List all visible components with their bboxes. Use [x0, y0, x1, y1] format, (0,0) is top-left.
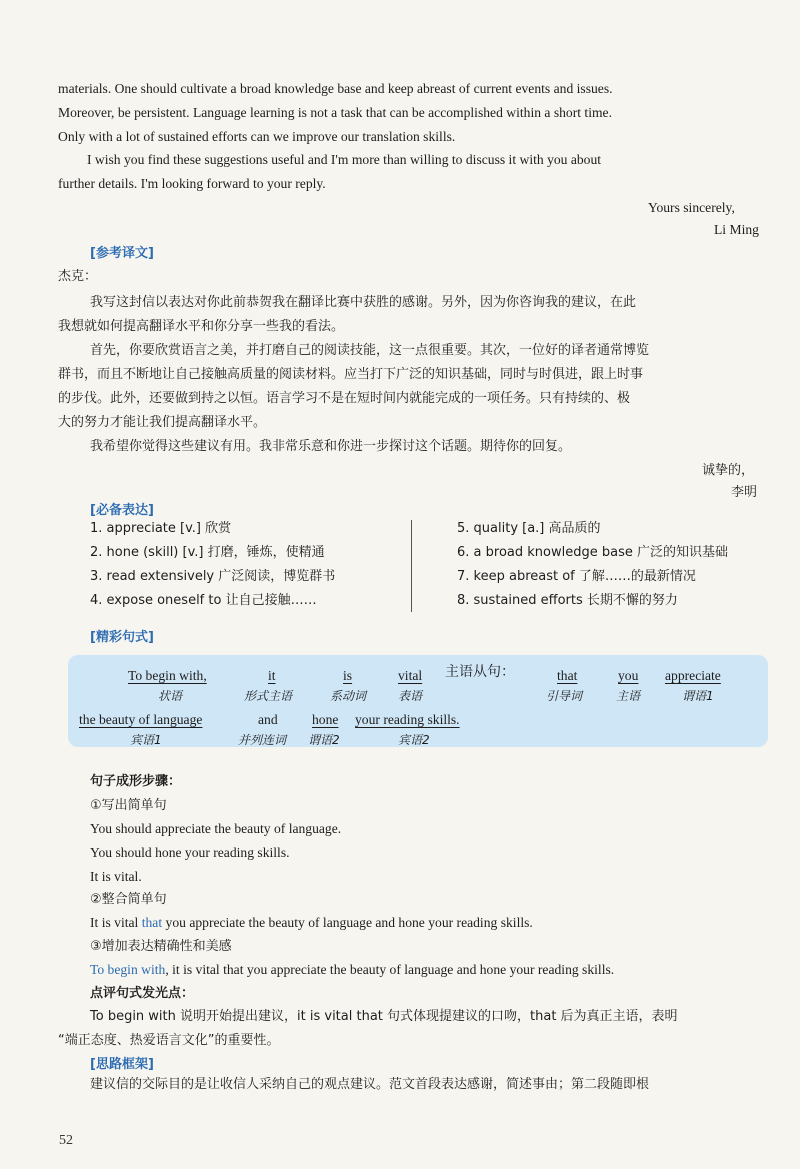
comment-line: To begin with 说明开始提出建议，it is vital that 句式体现提建议的口吻，that 后为真正主语，表明 [90, 1009, 678, 1024]
step-sentence: You should appreciate the beauty of language. [90, 821, 342, 836]
clause-label: 主语从句： [445, 664, 515, 680]
sentence-word: To begin with, [128, 668, 207, 683]
expression-item: 8. sustained efforts 长期不懈的努力 [457, 593, 678, 608]
grammar-label: 表语 [398, 689, 423, 703]
grammar-label: 状语 [158, 689, 183, 703]
step-sentence: You should hone your reading skills. [90, 845, 290, 860]
letter-line: further details. I'm looking forward to your reply. [58, 176, 326, 191]
sentence-word: and [258, 712, 278, 727]
grammar-label: 引导词 [546, 689, 583, 703]
translation-line: 我希望你觉得这些建议有用。我非常乐意和你进一步探讨这个话题。期待你的回复。 [90, 439, 572, 454]
sentence-word: vital [398, 668, 423, 683]
grammar-label: 系动词 [330, 689, 367, 703]
grammar-label: 形式主语 [244, 689, 293, 703]
section-heading-expressions: [必备表达] [90, 503, 154, 518]
step-sentence [90, 958, 614, 981]
sentence-word: hone [312, 712, 339, 727]
step-title: ②整合简单句 [90, 892, 167, 907]
expression-item: 7. keep abreast of 了解……的最新情况 [457, 569, 696, 584]
translation-closing: 诚挚的， [702, 463, 755, 478]
highlight-text: that [141, 915, 163, 930]
step-title: ①写出简单句 [90, 798, 167, 813]
translation-line: 大的努力才能让我们提高翻译水平。 [58, 415, 267, 430]
comment-line: “端正态度、热爱语言文化”的重要性。 [58, 1033, 280, 1048]
translation-line: 我写这封信以表达对你此前恭贺我在翻译比赛中获胜的感谢。另外，因为你咨询我的建议，在此 [90, 295, 637, 310]
sentence-word: it [268, 668, 276, 683]
step-text: It is vital [90, 915, 142, 930]
section-heading-translation: [参考译文] [90, 246, 154, 261]
translation-line: 群书，而且不断地让自己接触高质量的阅读材料。应当打下广泛的知识基础，同时与时俱进，跟上时事 [58, 367, 644, 382]
grammar-label: 主语 [616, 689, 641, 703]
letter-signature: Li Ming [714, 222, 759, 237]
page-number: 52 [59, 1133, 73, 1148]
expression-item: 6. a broad knowledge base 广泛的知识基础 [457, 545, 728, 560]
grammar-label: 宾语2 [398, 733, 430, 747]
sentence-word: appreciate [665, 668, 721, 683]
grammar-label: 并列连词 [238, 733, 287, 747]
grammar-label: 谓语1 [682, 689, 714, 703]
translation-salutation: 杰克： [58, 269, 98, 284]
sentence-word: you [618, 668, 639, 683]
step-text: you appreciate the beauty of language and hone your reading skills. [162, 915, 533, 930]
sentence-word: that [557, 668, 578, 683]
step-title: ③增加表达精确性和美感 [90, 939, 232, 954]
step-sentence: It is vital. [90, 869, 142, 884]
expression-item: 5. quality [a.] 高品质的 [457, 521, 601, 536]
expression-item: 3. read extensively 广泛阅读，博览群书 [90, 569, 336, 584]
letter-line: I wish you find these suggestions useful and I'm more than willing to discuss it with you about [87, 152, 602, 167]
grammar-label: 宾语1 [130, 733, 162, 747]
comment-heading: 点评句式发光点： [90, 986, 195, 1001]
step-sentence [90, 911, 533, 934]
translation-signature: 李明 [731, 485, 758, 500]
expression-item: 2. hone (skill) [v.] 打磨，锤炼，使精通 [90, 545, 325, 560]
sentence-word: your reading skills. [355, 712, 460, 727]
grammar-label: 谓语2 [308, 733, 340, 747]
highlight-text: To begin with [90, 962, 166, 977]
letter-line: Only with a lot of sustained efforts can we improve our translation skills. [58, 129, 456, 144]
column-divider [411, 520, 412, 612]
translation-line: 我想就如何提高翻译水平和你分享一些我的看法。 [58, 319, 345, 334]
sentence-word: the beauty of language [79, 712, 203, 727]
expression-item: 1. appreciate [v.] 欣赏 [90, 521, 232, 536]
step-text: , it is vital that you appreciate the beauty of language and hone your reading skills. [165, 962, 615, 977]
steps-heading: 句子成形步骤： [90, 774, 182, 789]
framework-line: 建议信的交际目的是让收信人采纳自己的观点建议。范文首段表达感谢，简述事由；第二段随即根 [90, 1077, 650, 1092]
expression-item: 4. expose oneself to 让自己接触…… [90, 593, 317, 608]
translation-line: 首先，你要欣赏语言之美，并打磨自己的阅读技能，这一点很重要。其次，一位好的译者通常博览 [90, 343, 650, 358]
translation-line: 的步伐。此外，还要做到持之以恒。语言学习不是在短时间内就能完成的一项任务。只有持续的、极 [58, 391, 631, 406]
section-heading-sentence: [精彩句式] [90, 630, 154, 645]
section-heading-framework: [思路框架] [90, 1057, 154, 1072]
letter-closing: Yours sincerely, [648, 200, 735, 215]
letter-line: materials. One should cultivate a broad knowledge base and keep abreast of current events and issues. [58, 81, 613, 96]
sentence-word: is [343, 668, 353, 683]
letter-line: Moreover, be persistent. Language learning is not a task that can be accomplished within a short time. [58, 105, 612, 120]
